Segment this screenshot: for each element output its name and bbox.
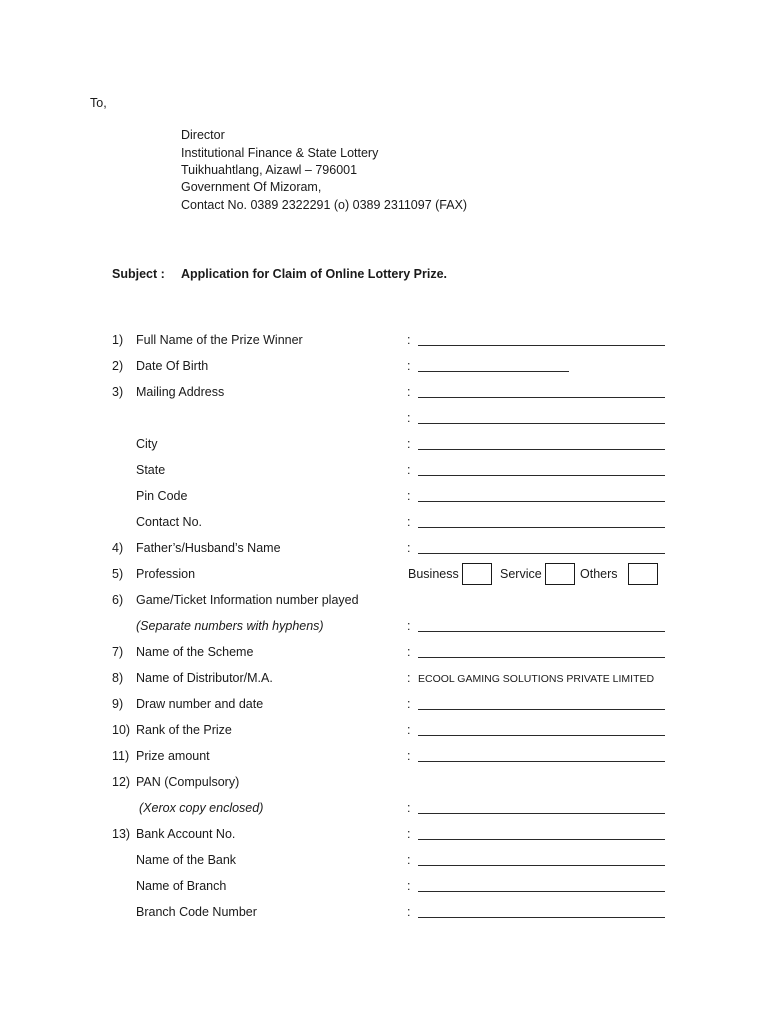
colon: : (407, 385, 411, 399)
dob-label: Date Of Birth (136, 359, 209, 373)
colon: : (407, 801, 411, 815)
distributor-label: Name of Distributor/M.A. (136, 671, 273, 685)
mailing-address-field-2[interactable] (418, 423, 665, 424)
dob-field[interactable] (418, 371, 569, 372)
city-label: City (136, 437, 158, 451)
state-field[interactable] (418, 475, 665, 476)
item-number: 13) (112, 827, 131, 841)
colon: : (407, 359, 411, 373)
pan-field[interactable] (418, 813, 665, 814)
bank-name-label: Name of the Bank (136, 853, 237, 867)
branch-code-label: Branch Code Number (136, 905, 257, 919)
item-number: 6) (112, 593, 124, 607)
branch-name-label: Name of Branch (136, 879, 227, 893)
draw-number-label: Draw number and date (136, 697, 264, 711)
addressee-title: Director (181, 128, 225, 142)
colon: : (407, 411, 411, 425)
city-field[interactable] (418, 449, 665, 450)
ticket-info-field[interactable] (418, 631, 665, 632)
prize-amount-label: Prize amount (136, 749, 210, 763)
mailing-address-field-1[interactable] (418, 397, 665, 398)
full-name-field[interactable] (418, 345, 665, 346)
item-number: 7) (112, 645, 124, 659)
item-number: 8) (112, 671, 124, 685)
profession-others-checkbox[interactable] (628, 563, 658, 585)
profession-service-label: Service (500, 567, 542, 581)
item-number: 12) (112, 775, 131, 789)
addressee-government: Government Of Mizoram, (181, 180, 322, 194)
scheme-name-label: Name of the Scheme (136, 645, 254, 659)
colon: : (407, 515, 411, 529)
colon: : (407, 619, 411, 633)
state-label: State (136, 463, 166, 477)
bank-account-label: Bank Account No. (136, 827, 236, 841)
prize-rank-label: Rank of the Prize (136, 723, 232, 737)
colon: : (407, 697, 411, 711)
colon: : (407, 437, 411, 451)
profession-service-checkbox[interactable] (545, 563, 575, 585)
colon: : (407, 463, 411, 477)
distributor-value: ECOOL GAMING SOLUTIONS PRIVATE LIMITED (418, 673, 655, 685)
contact-number-field[interactable] (418, 527, 665, 528)
branch-code-field[interactable] (418, 917, 665, 918)
pin-code-field[interactable] (418, 501, 665, 502)
profession-others-label: Others (580, 567, 618, 581)
pan-label: PAN (Compulsory) (136, 775, 240, 789)
addressee-location: Tuikhuahtlang, Aizawl – 796001 (181, 163, 358, 177)
profession-label: Profession (136, 567, 196, 581)
item-number: 1) (112, 333, 124, 347)
ticket-info-label: Game/Ticket Information number played (136, 593, 359, 607)
addressee-department: Institutional Finance & State Lottery (181, 146, 379, 160)
colon: : (407, 749, 411, 763)
colon: : (407, 723, 411, 737)
colon: : (407, 905, 411, 919)
item-number: 4) (112, 541, 124, 555)
pin-code-label: Pin Code (136, 489, 188, 503)
bank-account-field[interactable] (418, 839, 665, 840)
subject-label: Subject : (112, 267, 165, 281)
father-husband-name-label: Father’s/Husband’s Name (136, 541, 281, 555)
colon: : (407, 489, 411, 503)
colon: : (407, 645, 411, 659)
item-number: 2) (112, 359, 124, 373)
prize-amount-field[interactable] (418, 761, 665, 762)
item-number: 11) (112, 749, 130, 763)
mailing-address-label: Mailing Address (136, 385, 225, 399)
branch-name-field[interactable] (418, 891, 665, 892)
subject-text: Application for Claim of Online Lottery Prize. (181, 267, 447, 281)
colon: : (407, 879, 411, 893)
pan-note: (Xerox copy enclosed) (139, 801, 264, 815)
profession-business-label: Business (408, 567, 459, 581)
father-husband-name-field[interactable] (418, 553, 665, 554)
contact-number-label: Contact No. (136, 515, 203, 529)
colon: : (407, 333, 411, 347)
salutation: To, (90, 96, 107, 110)
ticket-info-note: (Separate numbers with hyphens) (136, 619, 324, 633)
full-name-label: Full Name of the Prize Winner (136, 333, 303, 347)
item-number: 10) (112, 723, 131, 737)
prize-rank-field[interactable] (418, 735, 665, 736)
colon: : (407, 671, 411, 685)
profession-business-checkbox[interactable] (462, 563, 492, 585)
colon: : (407, 853, 411, 867)
item-number: 3) (112, 385, 124, 399)
colon: : (407, 541, 411, 555)
colon: : (407, 827, 411, 841)
scheme-name-field[interactable] (418, 657, 665, 658)
draw-number-field[interactable] (418, 709, 665, 710)
item-number: 5) (112, 567, 124, 581)
item-number: 9) (112, 697, 124, 711)
bank-name-field[interactable] (418, 865, 665, 866)
addressee-contact: Contact No. 0389 2322291 (o) 0389 2311097 (FAX) (181, 198, 468, 212)
